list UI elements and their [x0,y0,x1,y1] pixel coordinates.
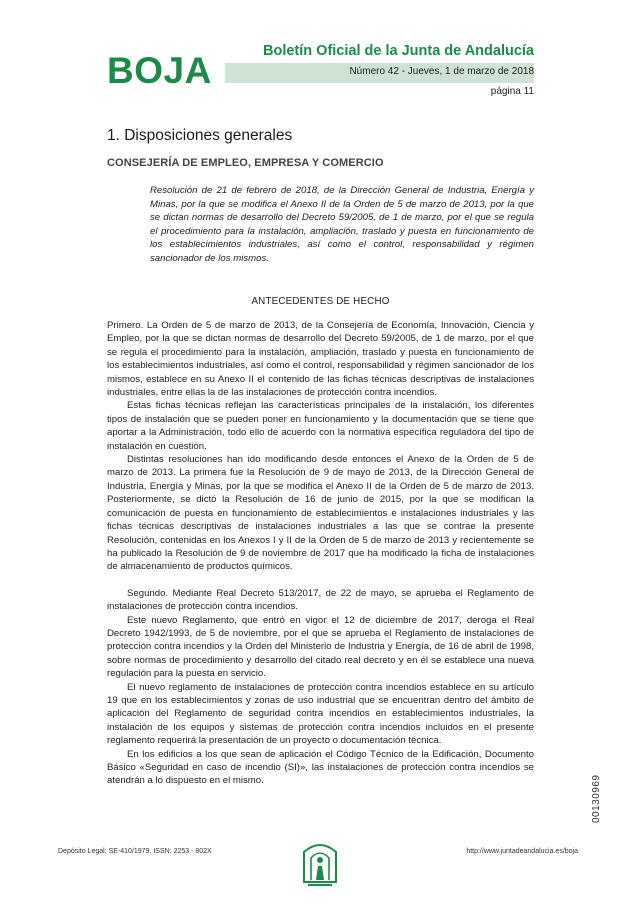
document-code: 00130969 [591,774,602,823]
ministry-heading: CONSEJERÍA DE EMPLEO, EMPRESA Y COMERCIO [107,157,384,169]
paragraph: En los edificios a los que sean de aplicación el Código Técnico de la Edificación, Documento Básico «Seguridad en caso de incendio (SI)», las instalaciones de protección contra incendios se atendrán a lo dispuesto en el mismo. [107,748,534,787]
document-body [107,319,534,788]
legal-deposit: Depósito Legal: SE-410/1979. ISSN: 2253 - 802X [58,848,212,855]
resolution-summary: Resolución de 21 de febrero de 2018, de la Dirección General de Industria, Energía y Minas, por la que se modifica el Anexo II de la Orden de 5 de marzo de 2013, por la que se dictan normas de desarrollo del Decreto 59/2005, de 1 de marzo, por el que se regula el procedimiento para la instalación, ampliación, traslado y puesta en funcionamiento de los establecimientos industriales, así como el control, responsabilidad y régimen sancionador de los mismos. [150,185,534,264]
bulletin-title: Boletín Oficial de la Junta de Andalucía [263,43,534,59]
paragraph: Este nuevo Reglamento, que entró en vigor el 12 de diciembre de 2017, deroga el Real Decreto 1942/1993, de 5 de noviembre, por el que se aprueba el Reglamento de instalaciones de protección contra incendios y la Orden del Ministerio de Industria y Energía, de 16 de abril de 1998, sobre normas de procedimiento y desarrollo del citado real decreto y en él se establece una nueva regulación para la puesta en servicio. [107,614,534,680]
issue-line: Número 42 - Jueves, 1 de marzo de 2018 [349,66,534,77]
boja-url-link[interactable]: http://www.juntadeandalucia.es/boja [466,848,578,855]
antecedentes-heading: ANTECEDENTES DE HECHO [251,296,390,307]
section-title: 1. Disposiciones generales [107,127,293,144]
andalucia-emblem-icon [300,836,340,888]
paragraph: Segundo. Mediante Real Decreto 513/2017, de 22 de mayo, se aprueba el Reglamento de instalaciones de protección contra incendios. [107,587,534,613]
paragraph: El nuevo reglamento de instalaciones de protección contra incendios establece en su artículo 19 que en los establecimientos y zonas de uso industrial que se encuentran dentro del ámbito de aplicación del Reglamento de seguridad contra incendios en establecimientos industriales, la instalación de los equipos y sistemas de protección contra incendios incluidos en el presente reglamento requerirá la presentación de un proyecto o documentación técnica. [107,681,534,747]
paragraph: Distintas resoluciones han ido modificando desde entonces el Anexo de la Orden de 5 de marzo de 2013. La primera fue la Resolución de 9 de mayo de 2013, de la Dirección General de Industria, Energía y Minas, por la que se modifica el Anexo II de la Orden de 5 de marzo de 2013. Posteriormente, se dictó la Resolución de 16 de junio de 2015, por la que se modifican la comunicación de puesta en funcionamiento de establecimientos e instalaciones industriales y las fichas técnicas descriptivas de instalaciones industriales a las que se contrae la presente Resolución, contenidas en los Anexos I y II de la Orden de 5 de marzo de 2013 y recientemente se ha publicado la Resolución de 9 de noviembre de 2017 que ha modificado la ficha de instalaciones de almacenamiento de productos químicos. [107,454,534,573]
page-number: página 11 [490,86,534,97]
boja-logo: BOJA [107,50,212,91]
paragraph: Estas fichas técnicas reflejan las características principales de la instalación, los diferentes tipos de instalación que se pueden poner en funcionamiento y la documentación que se tiene que aportar a la Administración, todo ello de acuerdo con la normativa específica reguladora del tipo de instalación en cuestión. [107,400,534,452]
paragraph: Primero. La Orden de 5 de marzo de 2013, de la Consejería de Economía, Innovación, Ciencia y Empleo, por la que se dictan normas de desarrollo del Decreto 59/2005, de 1 de marzo, por el que se regula el procedimiento para la instalación, ampliación, traslado y puesta en funcionamiento de los establecimientos industriales, así como el control, responsabilidad y régimen sancionador de los mismos, establece en su Anexo II el contenido de las fichas técnicas descriptivas de instalaciones industriales, entre ellas la de las instalaciones de protección contra incendios. [107,320,534,399]
